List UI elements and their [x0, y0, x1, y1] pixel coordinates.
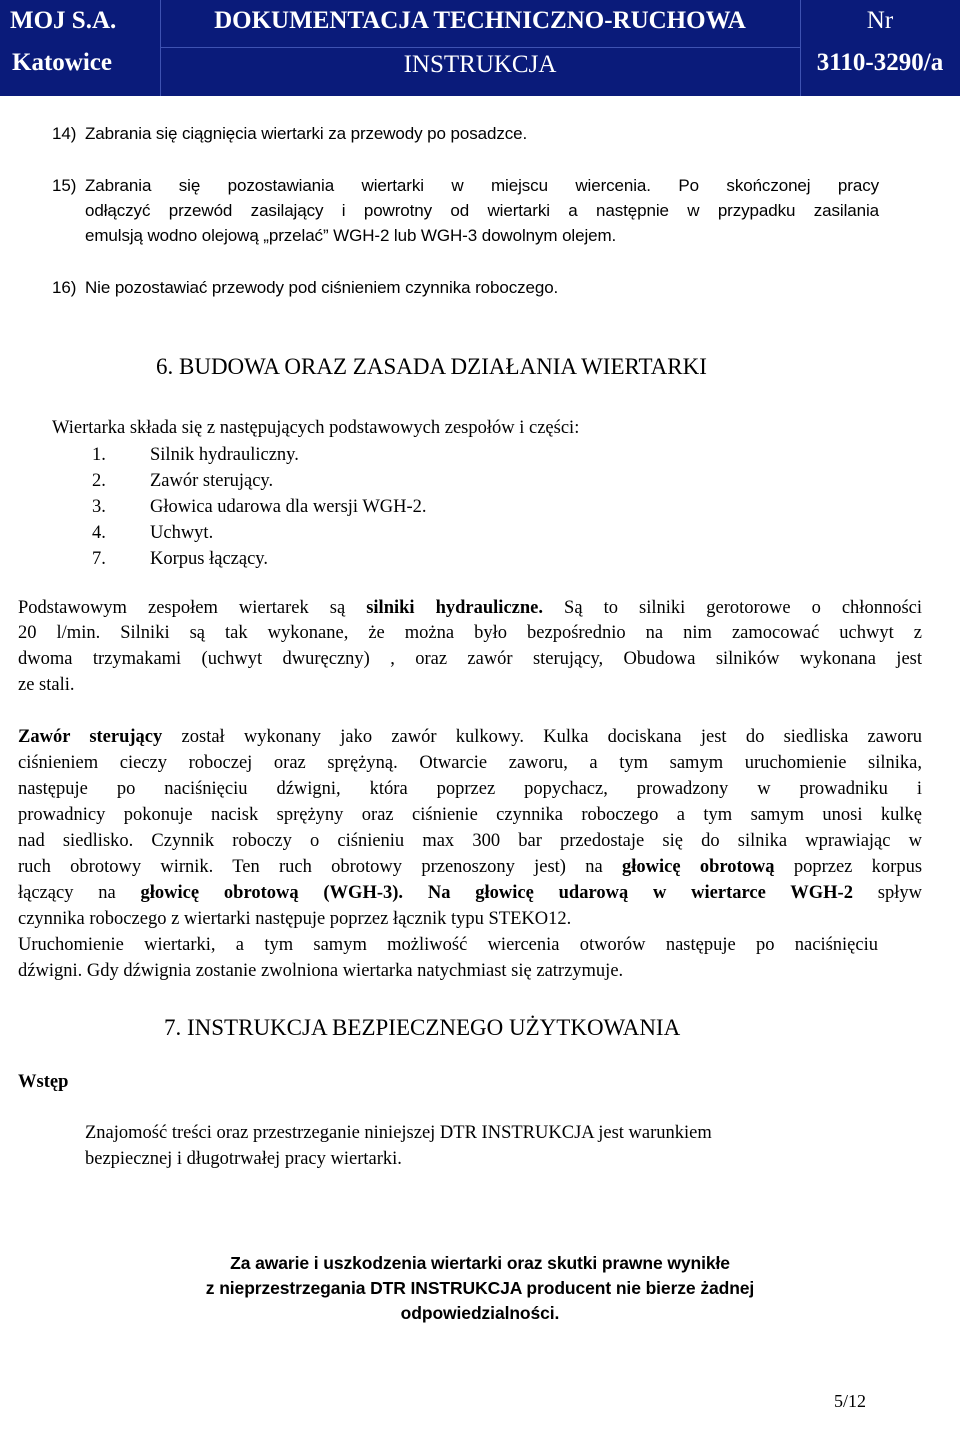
part-number: 4.	[92, 523, 106, 543]
part-label: Korpus łączący.	[150, 549, 268, 569]
part-label: Uchwyt.	[150, 523, 214, 543]
page-number: 5/12	[834, 1391, 867, 1411]
list-text: odłączyć przewód zasilający i powrotny od wiertarki a następnie w przypadku zasilania	[85, 201, 879, 220]
paragraph-line: dwoma trzymakami (uchwyt dwuręczny) , oraz zawór sterujący, Obudowa silników wykonana jest	[18, 649, 922, 669]
document-header	[0, 0, 960, 96]
paragraph-line: Znajomość treści oraz przestrzeganie niniejszej DTR INSTRUKCJA jest warunkiem	[85, 1123, 712, 1143]
number-label: Nr	[866, 7, 894, 34]
list-number: 16)	[52, 278, 77, 297]
part-number: 3.	[92, 497, 106, 517]
warning-line: Za awarie i uszkodzenia wiertarki oraz skutki prawne wynikłe	[230, 1253, 730, 1273]
part-number: 7.	[92, 549, 106, 569]
list-number: 15)	[52, 176, 77, 195]
paragraph-line: nad siedlisko. Czynnik roboczy o ciśnieniu max 300 bar przedostaje się do silnika wprawiając w	[18, 831, 922, 851]
paragraph-line: ze stali.	[18, 675, 75, 695]
company-name: MOJ S.A.	[10, 7, 117, 34]
part-number: 1.	[92, 445, 106, 465]
paragraph-line: ciśnieniem cieczy roboczej oraz sprężyną. Otwarcie zaworu, a tym samym uruchomienie silnika,	[18, 753, 922, 773]
section-heading: 7. INSTRUKCJA BEZPIECZNEGO UŻYTKOWANIA	[164, 1015, 681, 1040]
paragraph-line: Zawór sterujący został wykonany jako zawór kulkowy. Kulka dociskana jest do siedliska zaworu	[18, 727, 923, 747]
section-heading: 6. BUDOWA ORAZ ZASADA DZIAŁANIA WIERTARKI	[156, 354, 707, 379]
part-label: Głowica udarowa dla wersji WGH-2.	[150, 497, 427, 517]
warning-line: z nieprzestrzegania DTR INSTRUKCJA producent nie bierze żadnej	[205, 1278, 755, 1298]
paragraph-line: bezpiecznej i długotrwałej pracy wiertarki.	[85, 1149, 402, 1169]
list-text: Zabrania się ciągnięcia wiertarki za przewody po posadzce.	[85, 124, 528, 143]
paragraph-line: czynnika roboczego z wiertarki następuje poprzez łącznik typu STEKO12.	[18, 909, 572, 929]
paragraph-line: ruch obrotowy wirnik. Ten ruch obrotowy przenoszony jest) na głowicę obrotową poprzez korpus	[18, 857, 923, 877]
side-label: Wstęp	[18, 1072, 69, 1092]
paragraph-line: 20 l/min. Silniki są tak wykonane, że można było bezpośrednio na nim zamocować uchwyt z	[18, 623, 922, 643]
paragraph-line: dźwigni. Gdy dźwignia zostanie zwolniona wiertarka natychmiast się zatrzymuje.	[18, 961, 624, 981]
paragraph-line: Podstawowym zespołem wiertarek są silniki hydrauliczne. Są to silniki gerotorowe o chłonności	[18, 598, 922, 618]
paragraph-line: prowadnicy pokonuje nacisk sprężyny oraz ciśnienie czynnika roboczego a tym samym unosi kulkę	[18, 805, 922, 825]
company-city: Katowice	[12, 49, 112, 76]
document-subtitle: INSTRUKCJA	[403, 51, 557, 78]
paragraph-line: łączący na głowicę obrotową (WGH-3). Na głowicę udarową w wiertarce WGH-2 spływ	[18, 883, 922, 903]
part-label: Zawór sterujący.	[150, 471, 274, 491]
warning-line: odpowiedzialności.	[400, 1303, 560, 1323]
list-text: Nie pozostawiać przewody pod ciśnieniem czynnika roboczego.	[85, 278, 559, 297]
list-text: Zabrania się pozostawiania wiertarki w miejscu wiercenia. Po skończonej pracy	[85, 176, 879, 195]
paragraph-line: Uruchomienie wiertarki, a tym samym możliwość wiercenia otworów następuje po naciśnięciu	[18, 935, 878, 955]
part-label: Silnik hydrauliczny.	[150, 445, 299, 465]
document-type: DOKUMENTACJA TECHNICZNO-RUCHOWA	[214, 7, 746, 34]
part-number: 2.	[92, 471, 106, 491]
list-text: emulsją wodno olejową „przelać” WGH-2 lub WGH-3 dowolnym olejem.	[85, 226, 617, 245]
list-number: 14)	[52, 124, 77, 143]
paragraph-line: następuje po naciśnięciu dźwigni, która poprzez popychacz, prowadzony w prowadniku i	[18, 779, 922, 799]
document-number: 3110-3290/a	[816, 49, 944, 76]
parts-intro: Wiertarka składa się z następujących podstawowych zespołów i części:	[52, 418, 580, 438]
header-rule	[160, 47, 800, 48]
